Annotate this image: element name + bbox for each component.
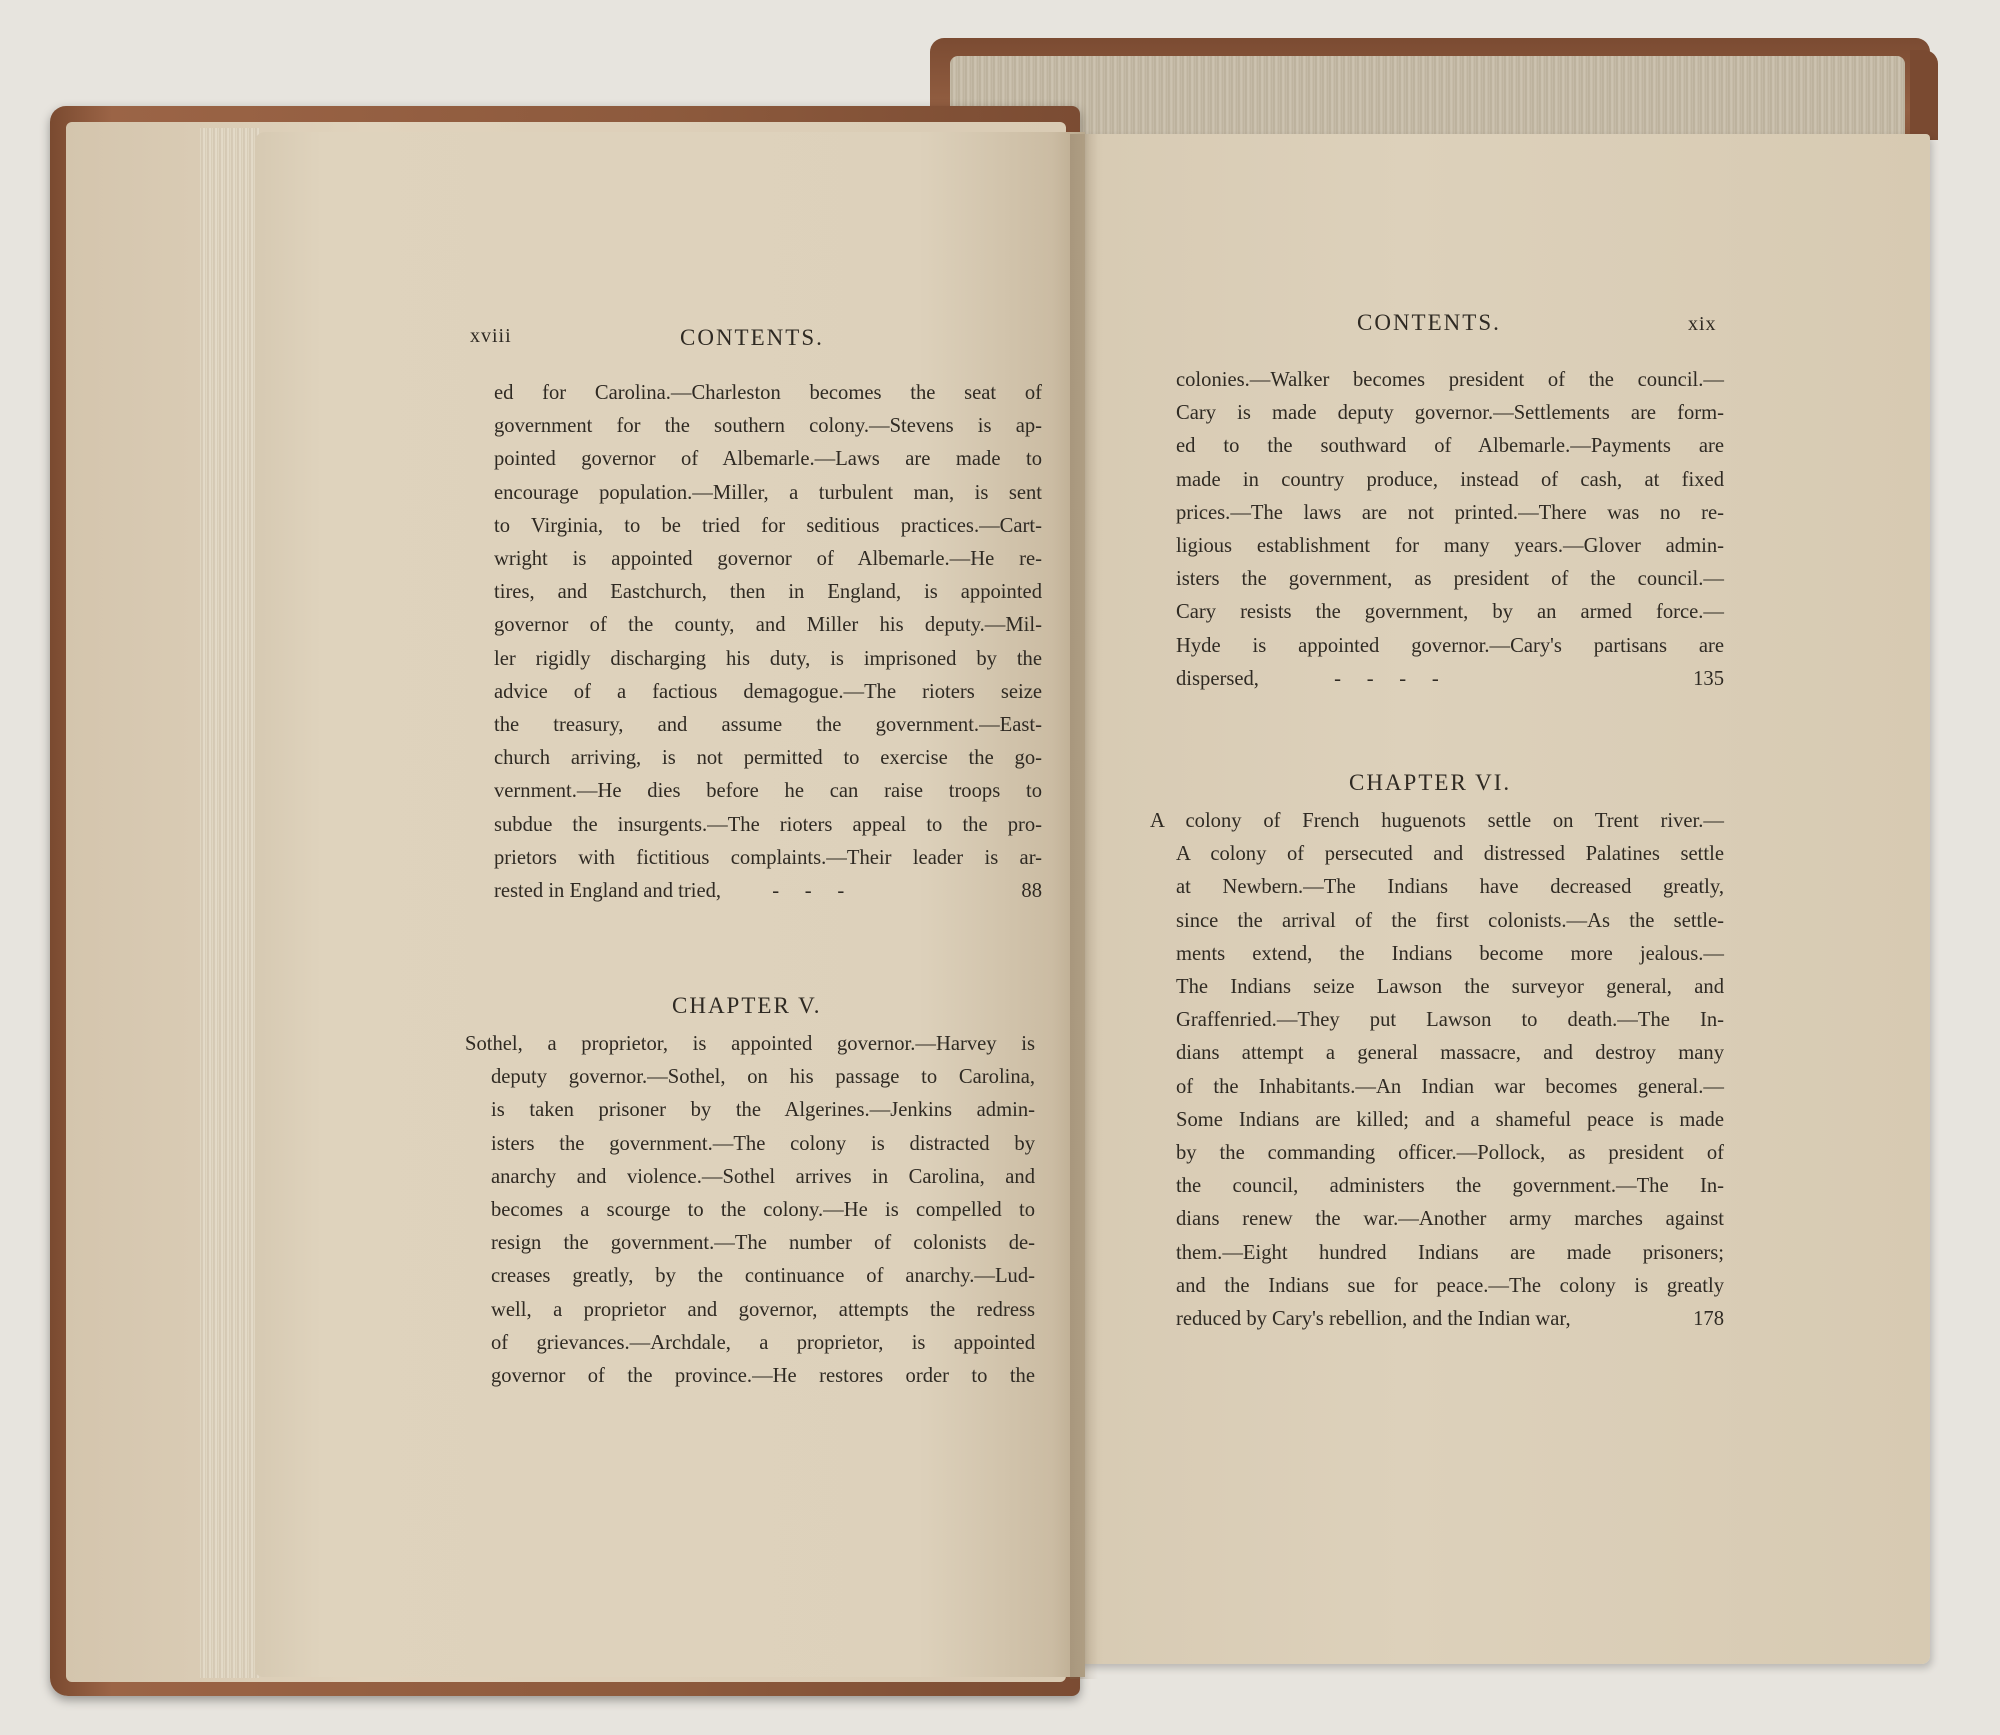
entry-line: dians renew the war.—Another army marches against — [1176, 1208, 1724, 1231]
entry-line: Sothel, a proprietor, is appointed governor.—Harvey is — [465, 1033, 1035, 1055]
entry-line: well, a proprietor and governor, attempts the redress — [491, 1298, 1035, 1321]
entry-last-text: dispersed, — [1176, 667, 1259, 690]
entry-last-line — [1176, 663, 1724, 696]
entry-line: Graffenried.—They put Lawson to death.—The In- — [1176, 1009, 1724, 1032]
page-number: 135 — [1693, 667, 1724, 690]
entry-line: A colony of persecuted and distressed Palatines settle — [1176, 843, 1724, 866]
right-running-head: CONTENTS. — [1357, 310, 1501, 335]
right-folio: xix — [1688, 313, 1717, 335]
entry-line: tires, and Eastchurch, then in England, is appointed — [494, 581, 1042, 604]
entry-line: isters the government, as president of the council.— — [1176, 568, 1724, 591]
entry-line: The Indians seize Lawson the surveyor general, and — [1176, 976, 1724, 999]
entry-line: subdue the insurgents.—The rioters appeal to the pro- — [494, 813, 1042, 836]
entry-line: them.—Eight hundred Indians are made prisoners; — [1176, 1241, 1724, 1264]
left-page-edges — [200, 128, 260, 1678]
right-continued-entry — [1176, 364, 1724, 696]
entry-line: governor of the county, and Miller his deputy.—Mil- — [494, 614, 1042, 637]
chapter-v-heading: CHAPTER V. — [672, 993, 822, 1018]
right-cover-corner — [1910, 50, 1938, 140]
entry-line: of the Inhabitants.—An Indian war becomes general.— — [1176, 1075, 1724, 1098]
page-number: 178 — [1693, 1308, 1724, 1331]
entry-line: made in country produce, instead of cash, at fixed — [1176, 468, 1724, 491]
entry-line: isters the government.—The colony is distracted by — [491, 1132, 1035, 1155]
entry-line: prietors with fictitious complaints.—Their leader is ar- — [494, 846, 1042, 869]
entry-line: the treasury, and assume the government.—East- — [494, 714, 1042, 737]
entry-line: by the commanding officer.—Pollock, as president of — [1176, 1142, 1724, 1165]
entry-line: deputy governor.—Sothel, on his passage to Carolina, — [491, 1066, 1035, 1089]
entry-line: prices.—The laws are not printed.—There was no re- — [1176, 501, 1724, 524]
entry-line: the council, administers the government.—The In- — [1176, 1175, 1724, 1198]
entry-line: ler rigidly discharging his duty, is imprisoned by the — [494, 647, 1042, 670]
dot-leaders: - - - — [772, 880, 845, 903]
chapter-vi-entry — [1150, 805, 1724, 1336]
entry-line: dians attempt a general massacre, and destroy many — [1176, 1042, 1724, 1065]
left-folio: xviii — [470, 325, 512, 347]
chapter-vi-heading: CHAPTER VI. — [1349, 770, 1512, 795]
entry-line: since the arrival of the first colonists.—As the settle- — [1176, 909, 1724, 932]
entry-last-text: reduced by Cary's rebellion, and the Indian war, — [1176, 1308, 1571, 1331]
entry-line: encourage population.—Miller, a turbulent man, is sent — [494, 481, 1042, 504]
entry-last-line — [494, 875, 1042, 908]
page-number: 88 — [1021, 880, 1042, 903]
entry-line: governor of the province.—He restores order to the — [491, 1365, 1035, 1388]
entry-line: colonies.—Walker becomes president of the council.— — [1176, 369, 1724, 391]
entry-line: ments extend, the Indians become more jealous.— — [1176, 942, 1724, 965]
entry-line: government for the southern colony.—Stevens is ap- — [494, 415, 1042, 438]
entry-line: becomes a scourge to the colony.—He is compelled to — [491, 1199, 1035, 1222]
entry-line: is taken prisoner by the Algerines.—Jenkins admin- — [491, 1099, 1035, 1122]
entry-line: ed for Carolina.—Charleston becomes the seat of — [494, 382, 1042, 404]
entry-line: Cary resists the government, by an armed force.— — [1176, 601, 1724, 624]
entry-last-line — [1176, 1303, 1724, 1336]
entry-line: advice of a factious demagogue.—The rioters seize — [494, 680, 1042, 703]
left-running-head: CONTENTS. — [680, 325, 824, 350]
entry-line: of grievances.—Archdale, a proprietor, is appointed — [491, 1331, 1035, 1354]
entry-line: ligious establishment for many years.—Glover admin- — [1176, 535, 1724, 558]
chapter-v-entry — [465, 1028, 1035, 1393]
entry-line: A colony of French huguenots settle on Trent river.— — [1150, 810, 1724, 832]
gutter-shadow — [1070, 134, 1098, 1679]
entry-line: pointed governor of Albemarle.—Laws are made to — [494, 448, 1042, 471]
entry-line: vernment.—He dies before he can raise troops to — [494, 780, 1042, 803]
entry-line: ed to the southward of Albemarle.—Payments are — [1176, 435, 1724, 458]
left-continued-entry — [494, 377, 1042, 908]
entry-line: Cary is made deputy governor.—Settlements are form- — [1176, 402, 1724, 425]
entry-line: creases greatly, by the continuance of anarchy.—Lud- — [491, 1265, 1035, 1288]
entry-line: at Newbern.—The Indians have decreased greatly, — [1176, 876, 1724, 899]
dot-leaders: - - - - — [1334, 667, 1439, 690]
entry-line: anarchy and violence.—Sothel arrives in Carolina, and — [491, 1165, 1035, 1188]
entry-line: resign the government.—The number of colonists de- — [491, 1232, 1035, 1255]
entry-line: Hyde is appointed governor.—Cary's partisans are — [1176, 634, 1724, 657]
entry-line: to Virginia, to be tried for seditious practices.—Cart- — [494, 514, 1042, 537]
entry-line: Some Indians are killed; and a shameful peace is made — [1176, 1108, 1724, 1131]
entry-line: church arriving, is not permitted to exercise the go- — [494, 747, 1042, 770]
entry-line: wright is appointed governor of Albemarle.—He re- — [494, 548, 1042, 571]
entry-line: and the Indians sue for peace.—The colony is greatly — [1176, 1274, 1724, 1297]
entry-last-text: rested in England and tried, — [494, 880, 722, 903]
